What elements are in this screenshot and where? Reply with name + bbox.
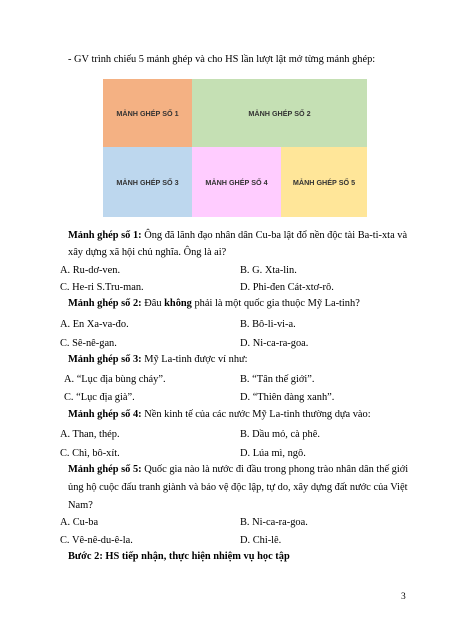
answer-b: B. G. Xta-lin. — [240, 265, 297, 276]
question-label: Mảnh ghép số 1: — [68, 230, 142, 241]
question-label: Mảnh ghép số 5: — [68, 464, 142, 475]
question-text: Ông đã lãnh đạo nhân dân Cu-ba lật đổ nền độc tài Ba-ti-xta và — [141, 230, 408, 241]
answer-c: C. Sê-nê-gan. — [60, 338, 117, 349]
answer-b: B. Dầu mỏ, cà phê. — [240, 429, 320, 440]
question-text: Đâu — [141, 298, 165, 309]
question-label: Mảnh ghép số 2: — [68, 298, 142, 309]
question-5-cont: ủng hộ cuộc đấu tranh giành và bảo vệ độc lập, tự do, xây dựng đất nước của Việt — [68, 482, 408, 493]
question-5 — [68, 463, 408, 476]
puzzle-tile-4[interactable] — [192, 147, 281, 217]
answer-c: C. Vê-nê-du-ê-la. — [60, 535, 133, 546]
puzzle-grid — [103, 79, 367, 217]
answer-c: C. Chì, bô-xít. — [60, 448, 120, 459]
puzzle-tile-2[interactable] — [192, 79, 367, 147]
puzzle-tile-1[interactable] — [103, 79, 192, 147]
question-text: Quốc gia nào là nước đi đầu trong phong trào nhân dân thế giới — [141, 464, 409, 475]
puzzle-tile-3[interactable] — [103, 147, 192, 217]
intro-line: - GV trình chiếu 5 mảnh ghép và cho HS lần lượt lật mở từng mảnh ghép: — [68, 54, 376, 65]
question-2 — [68, 297, 360, 310]
question-text: Nền kinh tế của các nước Mỹ La-tinh thường dựa vào: — [141, 409, 371, 420]
question-text: Mỹ La-tinh được ví như: — [141, 354, 248, 365]
answer-a: A. “Lục địa bùng cháy”. — [64, 374, 166, 385]
tile-label: MẢNH GHÉP SỐ 3 — [116, 177, 179, 187]
answer-a: A. En Xa-va-đo. — [60, 319, 129, 330]
answer-d: D. “Thiên đàng xanh”. — [240, 392, 335, 403]
answer-b: B. “Tân thế giới”. — [240, 374, 315, 385]
tile-label: MẢNH GHÉP SỐ 2 — [248, 108, 311, 118]
answer-c: C. “Lục địa già”. — [64, 392, 135, 403]
answer-d: D. Ni-ca-ra-goa. — [240, 338, 309, 349]
question-1 — [68, 229, 407, 242]
puzzle-tile-5[interactable] — [281, 147, 367, 217]
answer-d: D. Phi-đen Cát-xtơ-rô. — [240, 282, 334, 293]
question-3 — [68, 353, 248, 366]
answer-a: A. Than, thép. — [60, 429, 120, 440]
question-label: Mảnh ghép số 3: — [68, 354, 142, 365]
question-label: Mảnh ghép số 4: — [68, 409, 142, 420]
answer-b: B. Ni-ca-ra-goa. — [240, 517, 308, 528]
answer-a: A. Cu-ba — [60, 517, 99, 528]
answer-d: D. Lúa mì, ngô. — [240, 448, 306, 459]
answer-c: C. He-ri S.Tru-man. — [60, 282, 144, 293]
question-1-cont: xây dựng xã hội chủ nghĩa. Ông là ai? — [68, 247, 227, 258]
question-5-cont: Nam? — [68, 500, 93, 511]
answer-b: B. Bô-li-vi-a. — [240, 319, 296, 330]
tile-label: MẢNH GHÉP SỐ 5 — [292, 177, 356, 187]
question-text: phải là một quốc gia thuộc Mỹ La-tinh? — [191, 298, 360, 309]
question-4 — [68, 408, 371, 421]
tile-label: MẢNH GHÉP SỐ 1 — [116, 108, 179, 118]
tile-label: MẢNH GHÉP SỐ 4 — [205, 177, 268, 187]
page-number: 3 — [401, 592, 406, 602]
question-keyword: không — [164, 298, 192, 309]
step-2-heading: Bước 2: HS tiếp nhận, thực hiện nhiệm vụ học tập — [68, 551, 290, 562]
answer-d: D. Chi-lê. — [240, 535, 282, 546]
answer-a: A. Ru-dơ-ven. — [60, 265, 121, 276]
